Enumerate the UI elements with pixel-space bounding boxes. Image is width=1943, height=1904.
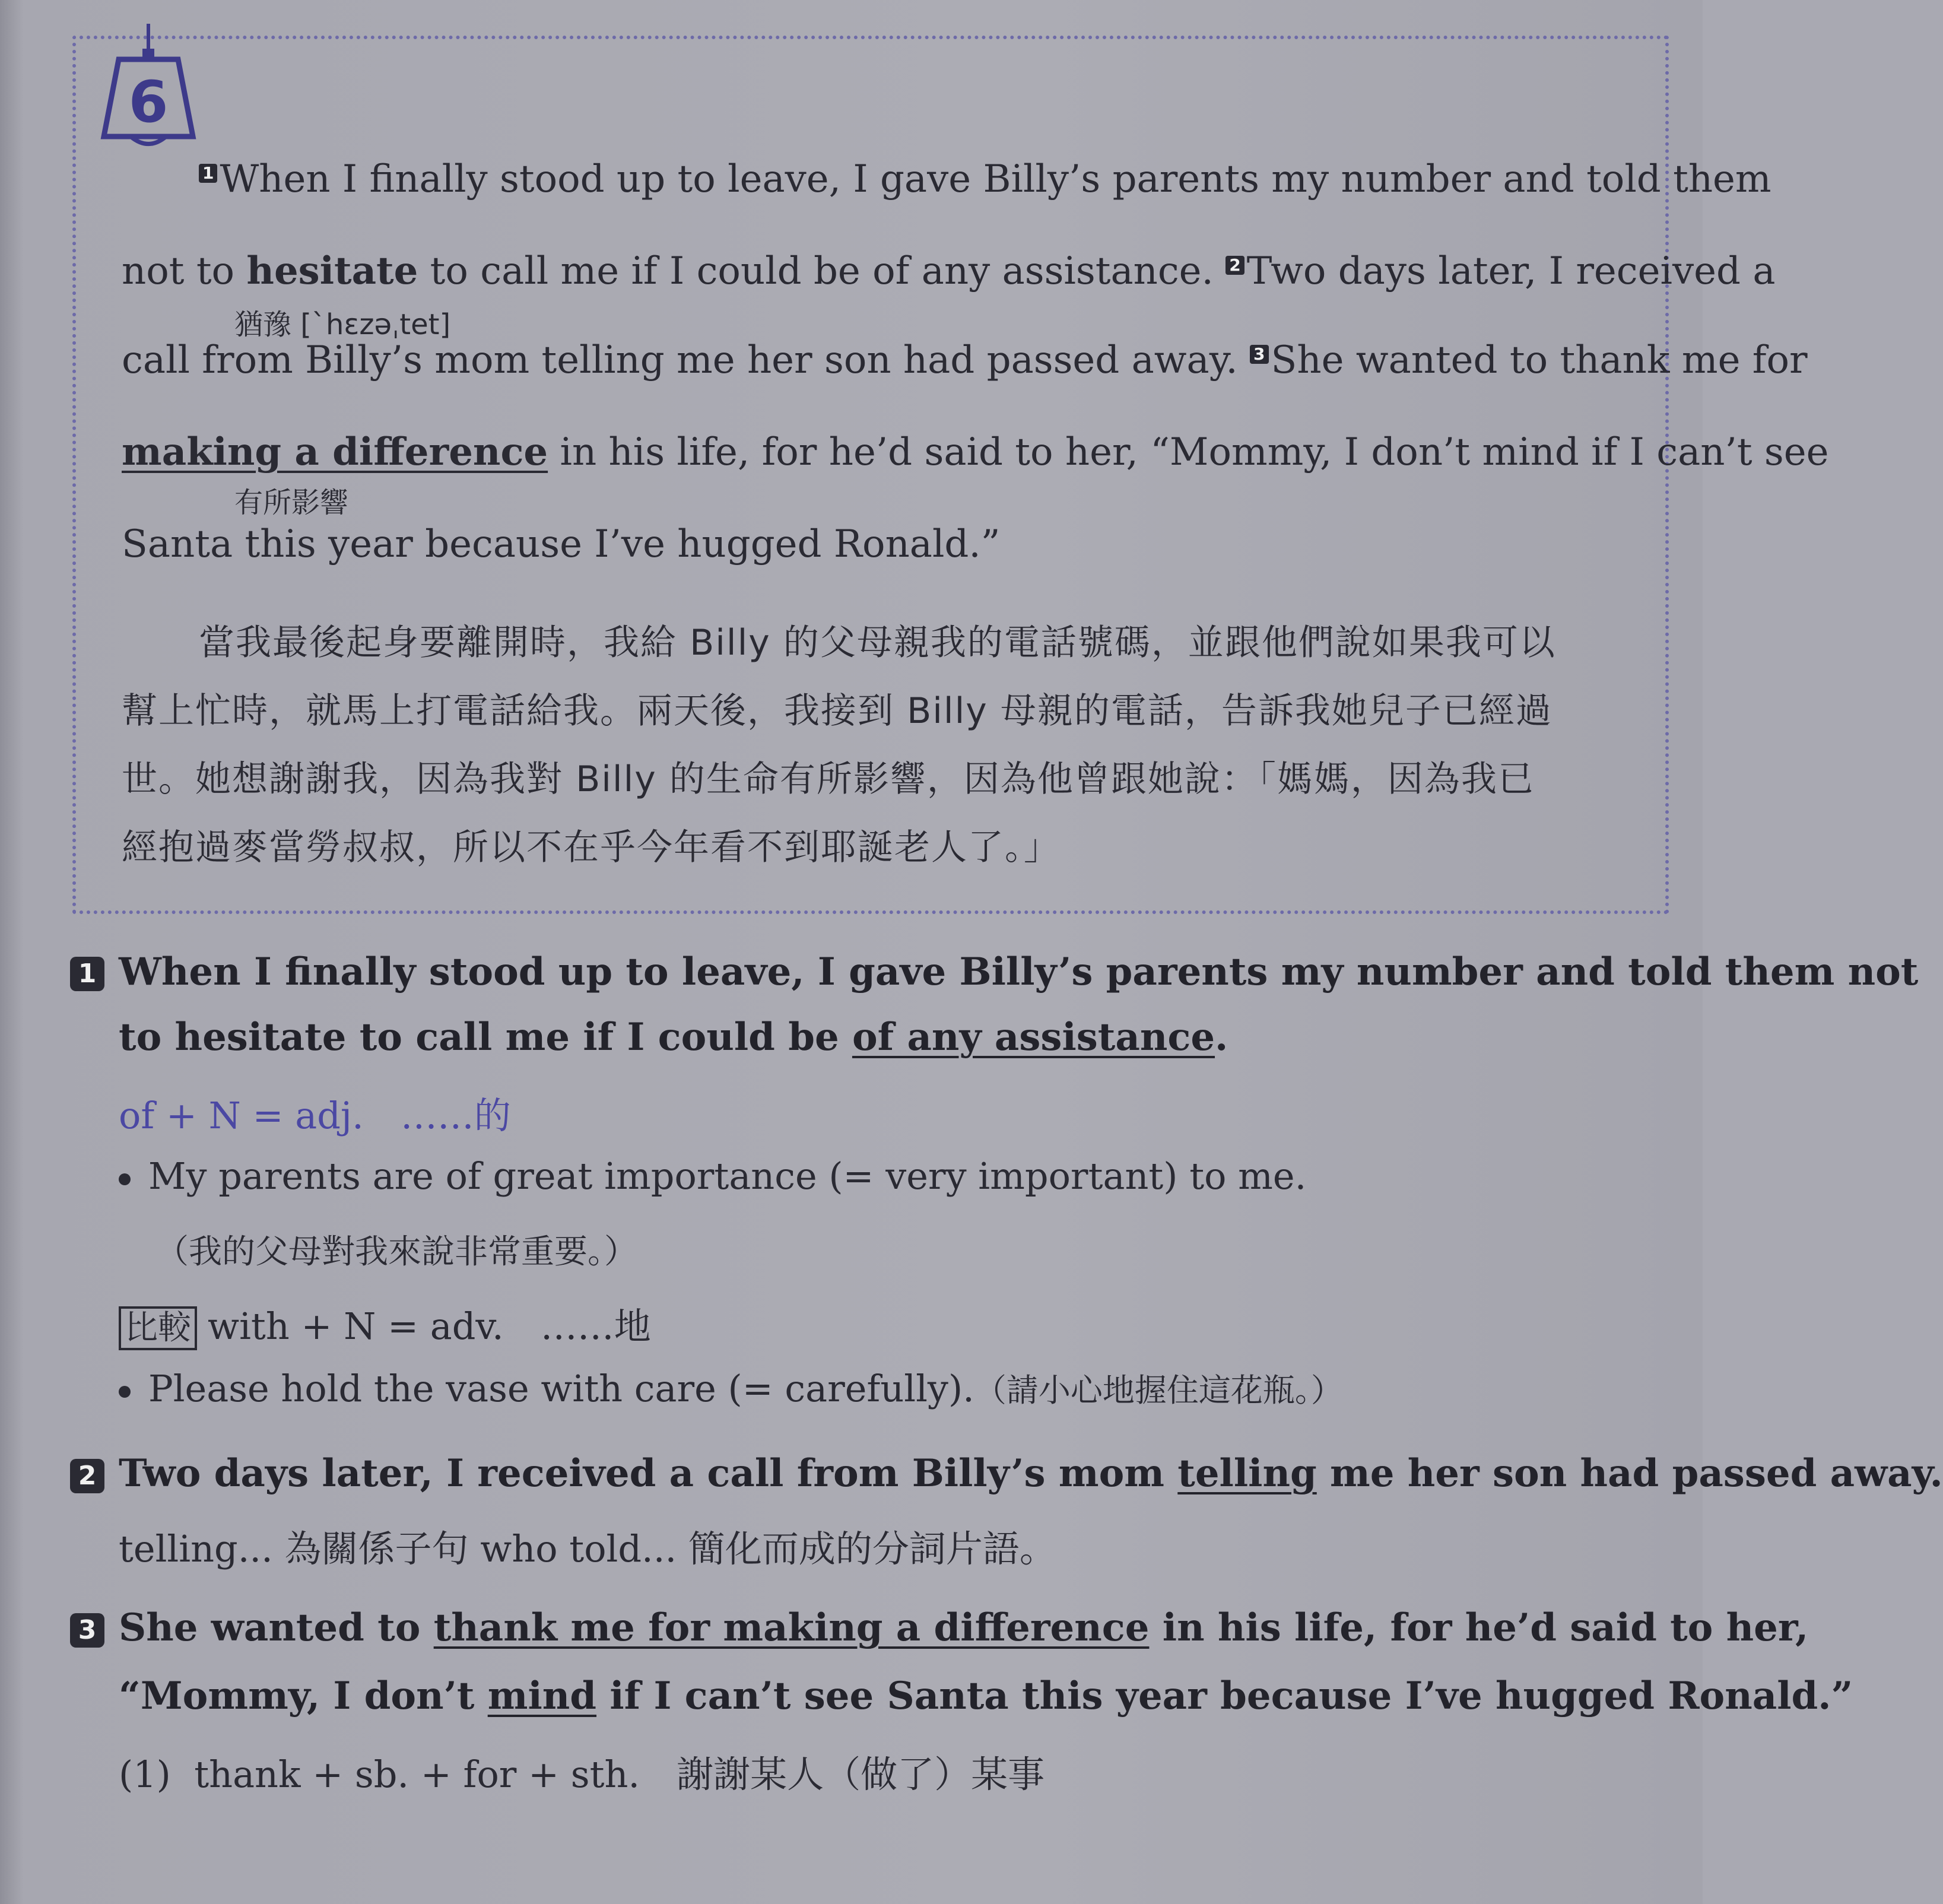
note-number-3: 3 [70,1613,104,1648]
passage-line-3: call from Billy’s mom telling me her son had passed away. 3 She wanted to thank me for [122,338,1808,382]
passage-line-4: making a difference in his life, for he’d said to her, “Mommy, I don’t mind if I can’t see [122,430,1829,474]
phrase-thank-me-for: thank me for making a difference [433,1605,1150,1650]
sentence-number: 3 [1250,345,1268,364]
note-1-sentence-line-1: When I finally stood up to leave, I gave Billy’s parents my number and told them not [119,950,1919,994]
gloss-hesitate: 猶豫 [ˋhɛzəˌtet] [234,308,451,341]
example-1-translation: （我的父母對我來說非常重要。） [155,1233,637,1271]
compare-label: 比較 [119,1306,197,1350]
example-2: Please hold the vase with care (= carefully).（請小心地握住這花瓶。） [119,1365,1343,1411]
translation-line-4: 經抱過麥當勞叔叔，所以不在乎今年看不到耶誕老人了。」 [122,827,1061,868]
note-2-sentence: Two days later, I received a call from Billy’s mom telling me her son had passed away. [119,1451,1943,1496]
compare-rule: 比較 with + N = adv. ……地 [119,1297,651,1350]
translation-line-1: 當我最後起身要離開時，我給 Billy 的父母親我的電話號碼，並跟他們說如果我可以 [199,622,1556,664]
sentence-number: 1 [199,164,217,183]
gloss-difference: 有所影響 [234,486,349,519]
vocab-making-a-difference: making a difference [122,430,548,474]
word-mind: mind [487,1674,597,1718]
sentence-number: 2 [1226,256,1244,275]
vocab-hesitate: hesitate [246,249,418,293]
section-number: 6 [128,69,169,135]
note-3-sentence-line-1: She wanted to thank me for making a difference in his life, for he’d said to her, [119,1605,1809,1650]
note-2-explanation: telling... 為關係子句 who told... 簡化而成的分詞片語。 [119,1527,1056,1570]
note-3-item-1: (1) thank + sb. + for + sth. 謝謝某人（做了）某事 [119,1753,1045,1796]
bullet-icon [119,1386,131,1398]
word-telling: telling [1177,1451,1317,1496]
bullet-icon [119,1173,131,1185]
translation-line-2: 幫上忙時，就馬上打電話給我。兩天後，我接到 Billy 母親的電話，告訴我她兒子已經過 [122,690,1553,732]
passage-line-2: not to hesitate to call me if I could be of any assistance. 2 Two days later, I received a [122,249,1776,293]
passage-line-5: Santa this year because I’ve hugged Ronald.” [122,522,1001,566]
note-3-sentence-line-2: “Mommy, I don’t mind if I can’t see Santa this year because I’ve hugged Ronald.” [119,1674,1853,1718]
translation-line-3: 世。她想謝謝我，因為我對 Billy 的生命有所影響，因為他曾跟她說：「媽媽，因為我已 [122,759,1535,800]
phrase-of-any-assistance: of any assistance [852,1015,1215,1059]
lamp-number-icon [95,24,202,154]
note-number-1: 1 [70,957,104,991]
note-number-2: 2 [70,1459,104,1493]
passage-line-1: 1 When I finally stood up to leave, I gave Billy’s parents my number and told them [199,160,1771,198]
grammar-rule-of: of + N = adj. ……的 [119,1094,511,1137]
note-1-sentence-line-2: to hesitate to call me if I could be of any assistance. [119,1015,1228,1059]
example-1: My parents are of great importance (= very important) to me. [119,1154,1306,1198]
